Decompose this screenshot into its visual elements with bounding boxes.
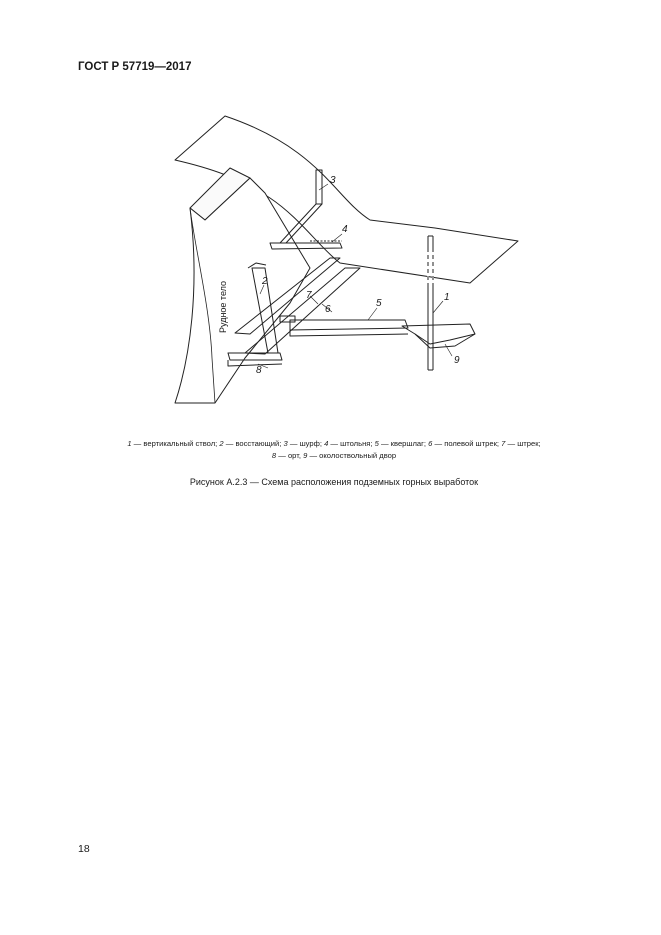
legend-text: шурф (299, 439, 320, 448)
callout-5: 5 (376, 298, 382, 309)
legend-text: штольня (340, 439, 371, 448)
callout-7: 7 (306, 290, 312, 301)
legend-num: 1 (127, 439, 132, 448)
callout-6: 6 (325, 304, 331, 315)
legend-text: восстающий (235, 439, 280, 448)
crosscut (290, 320, 408, 336)
ore-body-label: Рудное тело (218, 280, 228, 333)
mine-workings-drawing (170, 108, 530, 408)
legend-line-2: 8 — орт, 9 — околоствольный двор (271, 451, 397, 460)
page-number: 18 (78, 843, 90, 855)
legend-text: квершлаг (390, 439, 424, 448)
callout-3: 3 (330, 175, 336, 186)
callout-9: 9 (454, 355, 460, 366)
legend-num: 4 (324, 439, 329, 448)
legend-text: околоствольный двор (319, 451, 397, 460)
legend-num: 7 (501, 439, 506, 448)
legend-line-1: 1 — вертикальный ствол; 2 — восстающий; 3 — шурф; 4 — штольня; 5 — квершлаг; 6 — полевой штрек; 7 — штрек; (127, 439, 541, 448)
legend-num: 8 (271, 451, 277, 460)
legend-num: 2 (219, 439, 224, 448)
figure-caption: Рисунок А.2.3 — Схема расположения подземных горных выработок (189, 477, 479, 487)
legend-num: 6 (428, 439, 433, 448)
shaft-station (402, 324, 475, 348)
document-standard-number: ГОСТ Р 57719—2017 (78, 61, 192, 73)
legend-num: 3 (283, 439, 288, 448)
legend-text: полевой штрек (444, 439, 497, 448)
legend-text: орт (287, 451, 299, 460)
legend-num: 5 (374, 439, 379, 448)
legend-num: 9 (303, 451, 308, 460)
callout-4: 4 (342, 224, 348, 235)
callout-1: 1 (444, 292, 450, 303)
figure-legend (78, 438, 590, 462)
mine-workings-diagram (170, 108, 530, 408)
callout-8: 8 (256, 365, 262, 376)
callout-2: 2 (262, 276, 268, 287)
legend-text: штрек (517, 439, 539, 448)
legend-text: вертикальный ствол (143, 439, 216, 448)
